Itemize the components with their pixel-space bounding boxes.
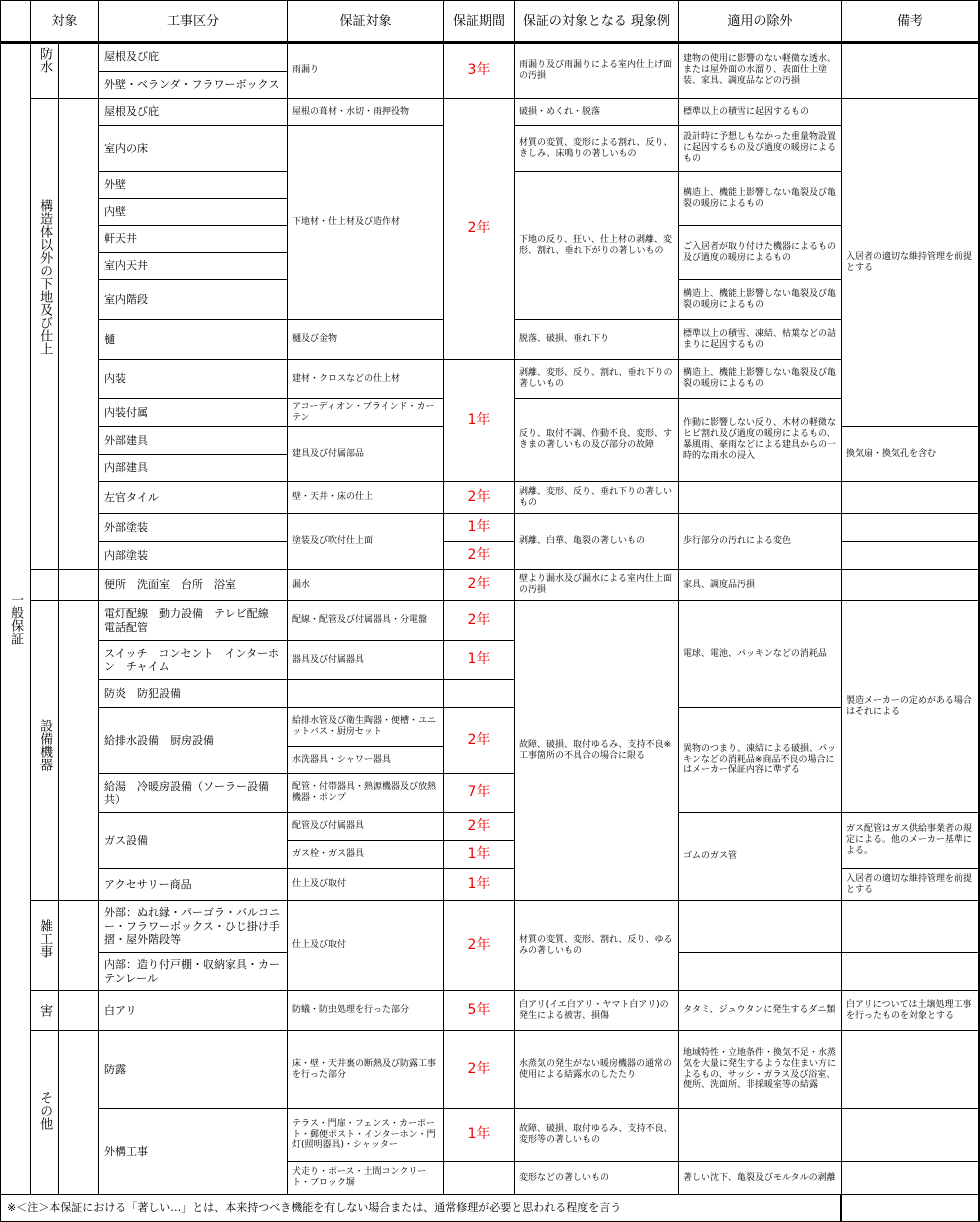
excl-crack2: 構造上、機能上影響しない亀裂及び亀裂の暖房によるもの <box>678 279 842 320</box>
header-target: 保証対象 <box>287 0 444 44</box>
target-ditch: 犬走り・ポース・土間コンクリート・ブロック塀 <box>287 1161 444 1195</box>
target-water-leak: 漏水 <box>287 569 444 601</box>
target-gas-valve: ガス栓・ガス器具 <box>287 840 444 869</box>
target-plumbing-fixtures: 給排水管及び衛生陶器・便槽・ユニットバス・厨房セット <box>287 707 444 747</box>
excl-minor-seep: 建物の使用に影響のない軽微な透水、または屋外面の水溜り、表面仕上塗装、家具、調度品などの汚損 <box>678 42 842 99</box>
target-blank <box>287 679 444 708</box>
group-structure: 構造体以外の下地及び仕上 <box>30 98 59 570</box>
footnote: ※＜注＞本保証における「著しい…」とは、本来持つべき機能を有しない場合または、通常修理が必要と思われる程度を言う <box>0 1194 842 1222</box>
excl-snow1: 標準以上の積雪に起因するもの <box>678 98 842 126</box>
excl-blank-1 <box>678 481 842 514</box>
target-fixtures-parts: 建具及び付属部品 <box>287 426 444 482</box>
excl-walk-stain: 歩行部分の汚れによる変色 <box>678 513 842 570</box>
excl-rubber-gas: ゴムのガス管 <box>678 812 842 901</box>
remark-blank-10 <box>841 1161 980 1195</box>
group-other: その他 <box>30 1030 59 1195</box>
excl-condensation-cause: 地域特性・立地条件・換気不足・水蒸気を大量に発生するような住まい方によるもの、サッシ・ガラス及び浴室、便所、洗面所、非採暖室等の結露 <box>678 1030 842 1109</box>
header-object: 対象 <box>30 0 99 44</box>
phen-termite-dmg: 白アリ(イエ白アリ・ヤマト白アリ)の発生による被害、損傷 <box>514 990 679 1031</box>
work-condensation: 防露 <box>98 1030 288 1109</box>
period-blank <box>443 679 515 708</box>
blank-f <box>58 990 99 1031</box>
work-plaster-tile: 左官タイル <box>98 481 288 514</box>
blank-b <box>58 98 99 570</box>
target-insulation: 床・壁・天井裏の断熱及び防露工事を行った部分 <box>287 1030 444 1109</box>
phen-paint-def: 剥離、白華、亀裂の著しいもの <box>514 513 679 570</box>
period-1y-ext-paint: 1年 <box>443 513 515 542</box>
excl-consumables: 電球、電池、パッキンなどの消耗品 <box>678 600 842 708</box>
work-interior-fittings: 内装付属 <box>98 398 288 427</box>
header-work: 工事区分 <box>98 0 288 44</box>
target-leak: 雨漏り <box>287 42 444 99</box>
period-2y-int-paint: 2年 <box>443 541 515 570</box>
excl-settle: 著しい沈下、亀裂及びモルタルの剥離 <box>678 1161 842 1195</box>
blank-c <box>58 569 99 601</box>
work-ext-fixtures: 外部建具 <box>98 426 288 455</box>
phen-leak-stain: 雨漏り及び雨漏りによる室内仕上げ面の汚損 <box>514 42 679 99</box>
target-hvac-parts: 配管・付帯器具・熱源機器及び放熱機器・ポンプ <box>287 773 444 813</box>
period-2y-structure: 2年 <box>443 98 515 360</box>
target-wall-finish: 壁・天井・床の仕上 <box>287 481 444 514</box>
work-stairs: 室内階段 <box>98 279 288 320</box>
phen-misc-def: 材質の変質、変形、割れ、反り、ゆるみの著しいもの <box>514 900 679 991</box>
phen-deform: 変形などの著しいもの <box>514 1161 679 1195</box>
excl-clog: 異物のつまり、凍結による破損、パッキンなどの消耗品※商品不良の場合にはメーカー保証内容に準ずる <box>678 707 842 813</box>
header-remarks: 備考 <box>841 0 980 44</box>
group-waterproof: 防水 <box>30 42 59 99</box>
target-paint-finish: 塗装及び吹付仕上面 <box>287 513 444 570</box>
target-gas-piping: 配管及び付属器具 <box>287 812 444 841</box>
work-gas: ガス設備 <box>98 812 288 869</box>
work-int-paint: 内部塗装 <box>98 541 288 570</box>
blank-d <box>58 600 99 901</box>
target-gutter-metal: 樋及び金物 <box>287 319 444 360</box>
phen-tile-def: 剥離、変形、反り、垂れ下りの著しいもの <box>514 481 679 514</box>
remark-blank-2 <box>841 481 980 514</box>
phen-floor-def: 材質の変質、変形による割れ、反り、きしみ、床鳴りの著しいもの <box>514 125 679 172</box>
remark-blank-5 <box>841 569 980 601</box>
remark-blank-1 <box>841 42 980 99</box>
excl-crack3: 構造上、機能上影響しない亀裂及び亀裂の暖房によるもの <box>678 359 842 399</box>
blank-e <box>58 900 99 991</box>
group-pest: 害 <box>30 990 59 1031</box>
group-equipment: 設備機器 <box>30 600 59 901</box>
excl-mites: タタミ、ジュウタンに発生するダニ類 <box>678 990 842 1031</box>
remark-blank-9 <box>841 1108 980 1162</box>
excl-snow-freeze: 標準以上の積雪、凍結、枯葉などの詰まりに起因するもの <box>678 319 842 360</box>
work-gutter: 樋 <box>98 319 288 360</box>
blank-a <box>58 42 99 99</box>
remark-maintenance1: 入居者の適切な維持管理を前提とする <box>841 98 980 427</box>
period-3y: 3年 <box>443 42 515 99</box>
excl-furniture: 家具、調度品汚損 <box>678 569 842 601</box>
work-plumbing: 給排水設備 厨房設備 <box>98 707 288 774</box>
phen-exterior-fail: 故障、破損、取付ゆるみ、支持不良、変形等の著しいもの <box>514 1108 679 1162</box>
phen-fixture-def: 反り、取付不調、作動不良、変形、すきまの著しいもの及び部分の故障 <box>514 398 679 482</box>
period-1y-accessory: 1年 <box>443 868 515 901</box>
work-misc-int: 内部：造り付戸棚・収納家具・カーテンレール <box>98 952 288 991</box>
period-5y-termite: 5年 <box>443 990 515 1031</box>
work-security: 防炎 防犯設備 <box>98 679 288 708</box>
work-interior: 内装 <box>98 359 288 399</box>
remark-maker: 製造メーカーの定めがある場合はそれによる <box>841 600 980 813</box>
target-roof-material: 屋根の葺材・水切・雨押役物 <box>287 98 444 126</box>
header-phenomenon: 保証の対象となる 現象例 <box>514 0 679 44</box>
phen-damage-peel: 破損・めくれ・脱落 <box>514 98 679 126</box>
remark-gas-note: ガス配管はガス供給事業者の規定による。他のメーカー基準による。 <box>841 812 980 869</box>
phen-wet-leak: 壁より漏水及び漏水による室内仕上面の汚損 <box>514 569 679 601</box>
remark-blank-7 <box>841 952 980 991</box>
remark-blank-4 <box>841 541 980 570</box>
phen-condensation-dmg: 水蒸気の発生がない暖房機器の通常の使用による結露水のしたたり <box>514 1030 679 1109</box>
period-1y-gas: 1年 <box>443 840 515 869</box>
excl-blank-3 <box>678 952 842 991</box>
excl-blank-2 <box>678 900 842 953</box>
target-antirust: 防蟻・防虫処理を行った部分 <box>287 990 444 1031</box>
remark-vent: 換気扇・換気孔を含む <box>841 426 980 482</box>
remark-blank-3 <box>841 513 980 542</box>
work-floor: 室内の床 <box>98 125 288 172</box>
excl-user-device: ご入居者が取り付けた機器によるもの及び過度の暖房によるもの <box>678 225 842 280</box>
work-inner-wall: 内壁 <box>98 198 288 226</box>
work-room-ceiling: 室内天井 <box>98 252 288 280</box>
work-ext-paint: 外部塗装 <box>98 513 288 542</box>
work-switch: スイッチ コンセント インターホン チャイム <box>98 640 288 680</box>
phen-interior-def: 剥離、変形、反り、割れ、垂れ下りの著しいもの <box>514 359 679 399</box>
group-blank <box>30 569 59 601</box>
period-2y-electric: 2年 <box>443 600 515 641</box>
work-eaves-ceiling: 軒天井 <box>98 225 288 253</box>
work-misc-ext: 外部：ぬれ縁・パーゴラ・バルコニー・フラワーボックス・ひじ掛け手摺・屋外階段等 <box>98 900 288 953</box>
work-electric: 電灯配線 動力設備 テレビ配線 電話配管 <box>98 600 288 641</box>
remark-blank-8 <box>841 1030 980 1109</box>
period-2y-tile: 2年 <box>443 481 515 514</box>
period-1y-exterior: 1年 <box>443 1108 515 1162</box>
target-building-material: 建材・クロスなどの仕上材 <box>287 359 444 399</box>
period-7y-hvac: 7年 <box>443 773 515 813</box>
header-rule <box>0 41 980 43</box>
work-exterior-wall: 外壁・ベランダ・フラワーボックス <box>98 71 288 99</box>
work-accessory: アクセサリー商品 <box>98 868 288 901</box>
excl-heavy-load: 設計時に予想しもなかった重量物設置に起因するもの及び過度の暖房によるもの <box>678 125 842 172</box>
remark-blank-6 <box>841 900 980 953</box>
phen-gutter-drop: 脱落、破損、垂れ下り <box>514 319 679 360</box>
target-faucet: 水洗器具・シャワー器具 <box>287 746 444 774</box>
remark-maintenance2: 入居者の適切な維持管理を前提とする <box>841 868 980 901</box>
target-misc-finish: 仕上及び取付 <box>287 900 444 991</box>
phen-base-def: 下地の反り、狂い、仕上材の剥離、変形、割れ、垂れ下がりの著しいもの <box>514 171 679 320</box>
work-termite: 白アリ <box>98 990 288 1031</box>
remark-termite-note: 白アリについては土壌処理工事を行ったものを対象とする <box>841 990 980 1031</box>
excl-blank-4 <box>678 1108 842 1162</box>
footnote-remarks-blank <box>841 1194 980 1222</box>
period-2y-wet: 2年 <box>443 569 515 601</box>
target-exterior-items: テラス・門扉・フェンス・カーポート・郵便ポスト・インターホン・門灯(照明器具)・シャッター <box>287 1108 444 1162</box>
header-corner <box>0 0 31 44</box>
target-devices: 器具及び付属器具 <box>287 640 444 680</box>
group-misc: 雑工事 <box>30 900 59 991</box>
target-finish-install: 仕上及び取付 <box>287 868 444 901</box>
header-exclusion: 適用の除外 <box>678 0 842 44</box>
work-roof1: 屋根及び庇 <box>98 42 288 72</box>
period-2y-plumbing: 2年 <box>443 707 515 774</box>
header-period: 保証期間 <box>443 0 515 44</box>
group-general: 一般保証 <box>0 42 31 1195</box>
work-hvac: 給湯 冷暖房設備（ソーラー設備共） <box>98 773 288 813</box>
period-2y-gas: 2年 <box>443 812 515 841</box>
blank-g <box>58 1030 99 1195</box>
work-int-fixtures: 内部建具 <box>98 454 288 482</box>
period-2y-condensation: 2年 <box>443 1030 515 1109</box>
period-2y-misc: 2年 <box>443 900 515 991</box>
period-blank-2 <box>443 1161 515 1195</box>
target-wiring: 配線・配管及び付属器具・分電盤 <box>287 600 444 641</box>
work-wet-rooms: 便所 洗面室 台所 浴室 <box>98 569 288 601</box>
excl-wood-crack: 作動に影響しない反り、木材の軽微なヒビ割れ及び過度の暖房によるもの、暴風雨、豪雨などによる建具からの一時的な雨水の浸入 <box>678 398 842 482</box>
target-base-finish: 下地材・仕上材及び造作材 <box>287 125 444 320</box>
phen-equip-fail: 故障、破損、取付ゆるみ、支持不良※工事箇所の不具合の場合に限る <box>514 600 679 901</box>
excl-crack1: 構造上、機能上影響しない亀裂及び亀裂の暖房によるもの <box>678 171 842 226</box>
work-exterior-works: 外構工事 <box>98 1108 288 1195</box>
target-accordion: アコーディオン・ブラインド・カーテン <box>287 398 444 427</box>
work-outer-wall: 外壁 <box>98 171 288 199</box>
work-roof2: 屋根及び庇 <box>98 98 288 126</box>
period-1y-switch: 1年 <box>443 640 515 680</box>
period-1y-interior: 1年 <box>443 359 515 482</box>
